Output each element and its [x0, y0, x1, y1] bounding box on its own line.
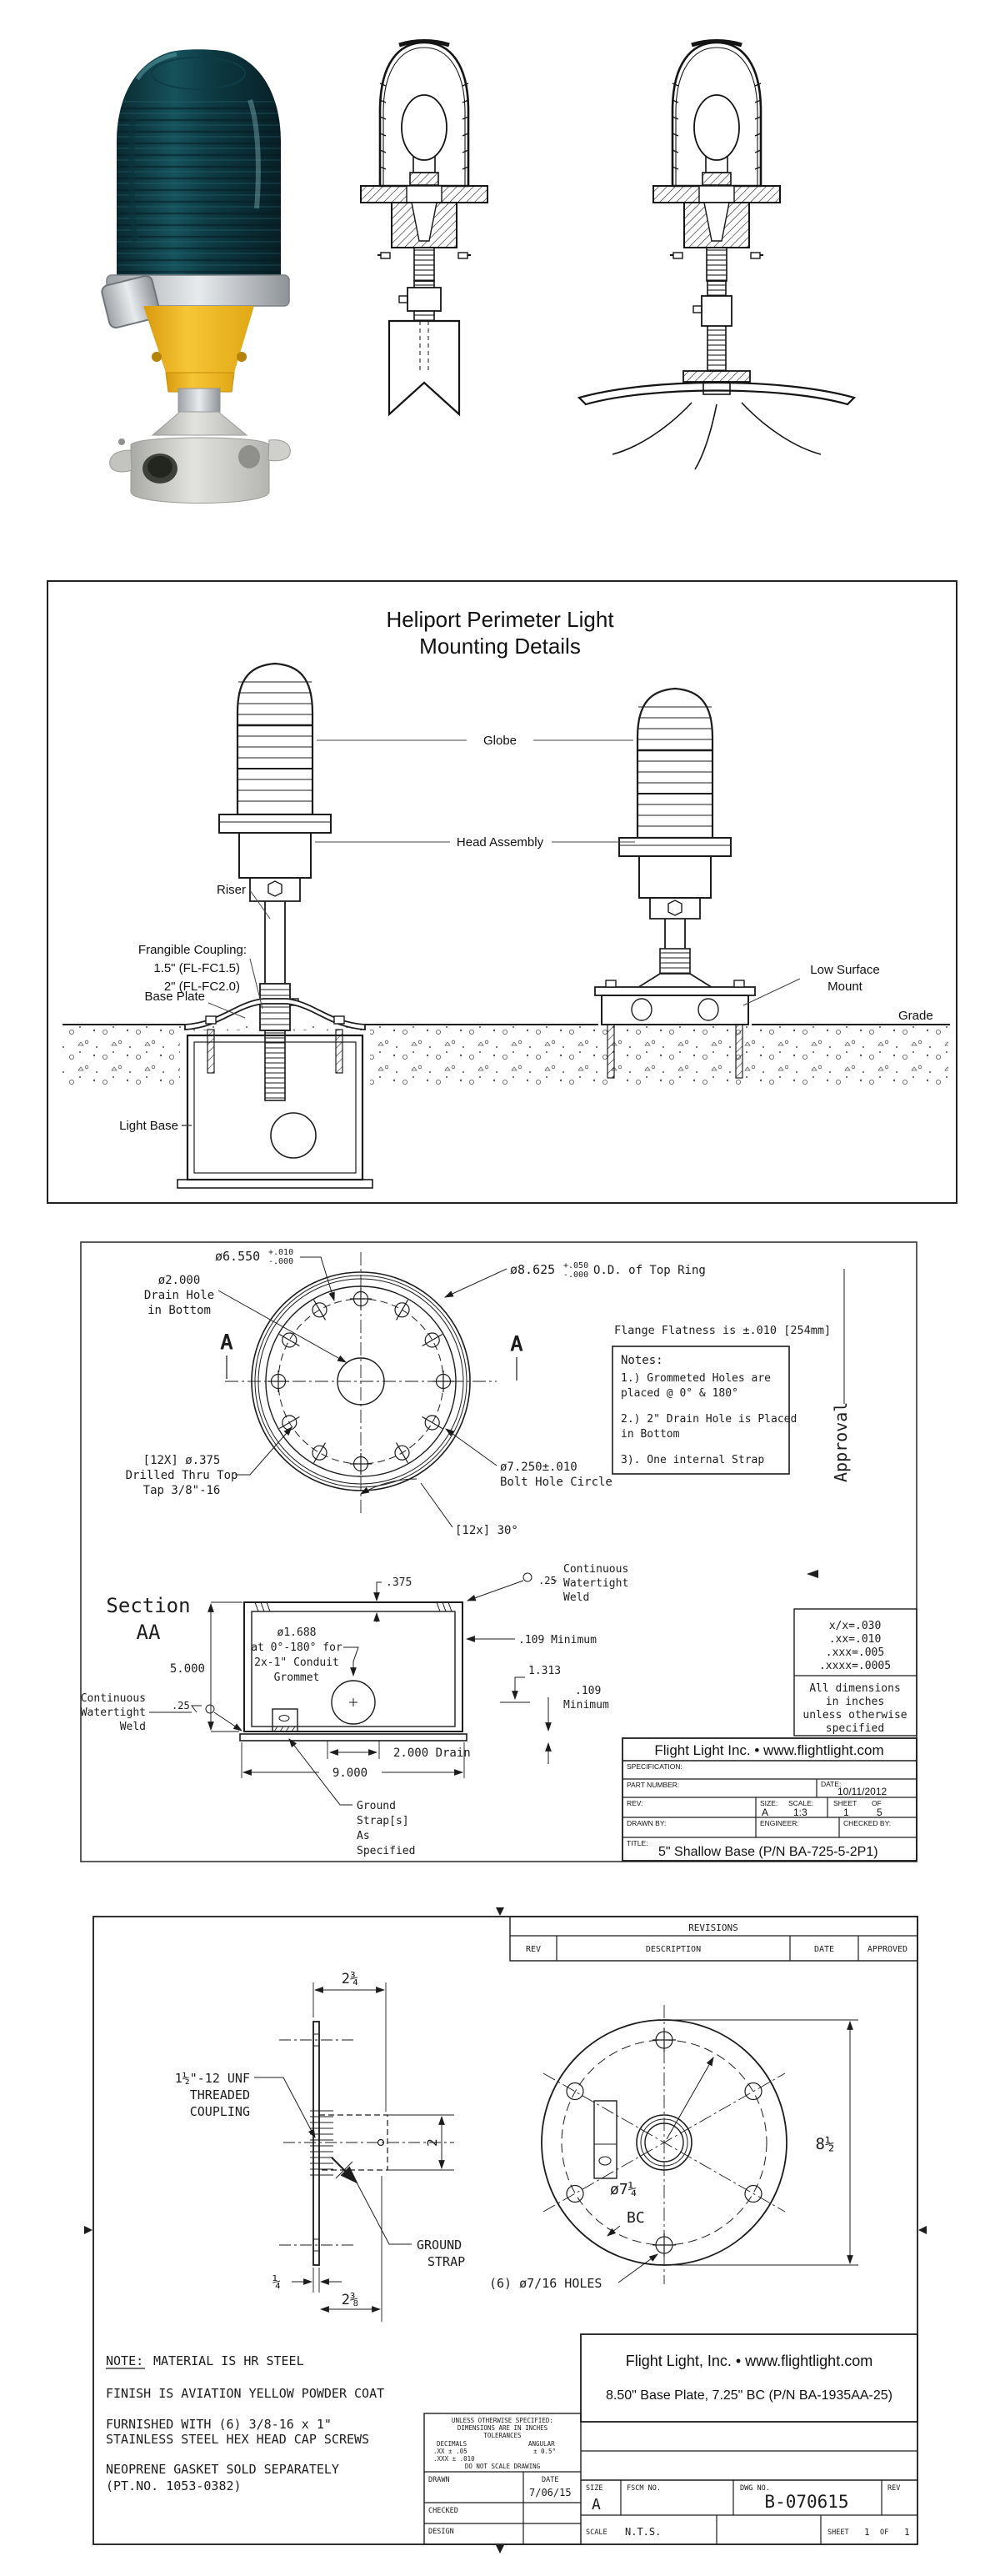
date-label: DATE	[542, 2476, 559, 2484]
rev-label: REV	[888, 2484, 901, 2493]
dim-1-4: ¼	[272, 2274, 282, 2291]
engineer-label: ENGINEER:	[760, 1819, 799, 1827]
sheet-border	[93, 1917, 918, 2544]
cross-section-stake-mount	[361, 42, 488, 415]
tol-angular: ANGULAR	[528, 2440, 555, 2448]
title-block	[424, 2334, 918, 2544]
tol-4: .xxxx=.0005	[818, 1660, 892, 1672]
holes-note: (6) ø7/16 HOLES	[489, 2276, 602, 2291]
ring-tol-plus: +.050	[563, 1261, 589, 1270]
registration-ticks	[84, 1907, 927, 2553]
size-label: SIZE:	[760, 1799, 778, 1807]
sheet-label: SHEET	[828, 2528, 849, 2537]
od-dim: ø6.550	[215, 1249, 261, 1264]
label-globe: Globe	[482, 734, 518, 748]
dim-2-3-8: 2⅜	[341, 2292, 359, 2308]
ring-dim: ø8.625	[510, 1262, 556, 1277]
tol-3: .xxx=.005	[825, 1646, 885, 1659]
approval-line	[807, 1269, 851, 1578]
plan-view	[489, 2005, 858, 2291]
dwg-no-label: DWG NO.	[740, 2484, 770, 2493]
dim-9000: 9.000	[332, 1767, 368, 1780]
notes-box	[612, 1346, 797, 1474]
heliport-light-photo	[101, 49, 291, 503]
weld-left-size: .25	[172, 1700, 190, 1711]
label-head-assembly: Head Assembly	[456, 835, 544, 849]
tol-1: x/x=.030	[828, 1620, 882, 1632]
checked-by-label: CHECKED BY:	[843, 1819, 892, 1827]
note-4a: NEOPRENE GASKET SOLD SEPARATELY	[106, 2462, 339, 2477]
note-1b: placed @ 0° & 180°	[621, 1387, 738, 1400]
tol-noscale: DO NOT SCALE DRAWING	[464, 2463, 541, 2470]
note-2: FINISH IS AVIATION YELLOW POWDER COAT	[106, 2386, 385, 2401]
label-light-base: Light Base	[119, 1119, 178, 1133]
ground-strap-label-2: STRAP	[428, 2254, 466, 2269]
label-grade: Grade	[898, 1009, 933, 1023]
size-value: A	[592, 2496, 601, 2513]
scale-value: 1:3	[793, 1807, 808, 1818]
approved-col: APPROVED	[867, 1945, 908, 1954]
of-value: 1	[904, 2527, 910, 2538]
size-value: A	[762, 1807, 769, 1818]
weld-left-1: Continuous	[80, 1692, 146, 1705]
title-value: 5" Shallow Base (P/N BA-725-5-2P1)	[658, 1845, 878, 1859]
coupling-label-2: THREADED	[189, 2087, 250, 2102]
note-3: 3). One internal Strap	[621, 1454, 765, 1466]
of-label: OF	[880, 2528, 889, 2537]
drawn-by-label: DRAWN BY:	[627, 1819, 667, 1827]
weld-right-3: Weld	[563, 1591, 590, 1604]
grommet-label-1: ø1.688	[277, 1626, 317, 1639]
label-frangible-3: 2" (FL-FC2.0)	[163, 980, 240, 994]
coupling-label-3: COUPLING	[189, 2104, 250, 2119]
drawing-title-line2: Mounting Details	[419, 634, 581, 659]
section-mark-a-left: A	[220, 1331, 233, 1354]
alldim-4: specified	[825, 1722, 885, 1735]
scale-label: SCALE:	[788, 1799, 814, 1807]
ground-strap-label-1: GROUND	[417, 2238, 462, 2253]
scale-value: N.T.S.	[625, 2526, 662, 2538]
label-low-surface-1: Low Surface	[810, 963, 880, 977]
date-value: 7/06/15	[529, 2487, 572, 2498]
section-mark-a-right: A	[510, 1332, 523, 1356]
label-frangible-1: Frangible Coupling:	[138, 943, 247, 957]
weld-left-3: Weld	[119, 1721, 146, 1733]
date-label: DATE:	[821, 1780, 842, 1788]
dim-2: 2	[424, 2138, 440, 2147]
product-images-strip	[0, 0, 1000, 550]
base-pedestal	[152, 412, 247, 435]
side-view	[175, 1971, 465, 2322]
dim-109-wall: .109 Minimum	[518, 1634, 597, 1646]
ground-strap-4: Specified	[357, 1845, 416, 1857]
checked-label: CHECKED	[428, 2507, 458, 2515]
ground-strap-2: Strap[s]	[357, 1815, 409, 1827]
weld-right-2: Watertight	[563, 1577, 629, 1590]
label-base-plate: Base Plate	[144, 990, 205, 1004]
hex-nut	[178, 388, 220, 412]
dim-375: .375	[386, 1576, 412, 1589]
flatness-note: Flange Flatness is ±.010 [254mm]	[614, 1324, 832, 1337]
section-label-2: AA	[136, 1621, 161, 1644]
top-view	[221, 1252, 523, 1527]
rev-col: REV	[525, 1945, 542, 1954]
section-label-1: Section	[106, 1594, 191, 1617]
base-plate-drawing	[0, 1901, 1000, 2576]
drain-label-2: Drain Hole	[143, 1289, 215, 1302]
holes-label-3: Tap 3/8"-16	[142, 1484, 221, 1497]
label-low-surface-2: Mount	[828, 980, 862, 994]
part-number-label: PART NUMBER:	[627, 1781, 680, 1789]
label-riser: Riser	[216, 883, 246, 897]
drain-label-3: in Bottom	[148, 1304, 211, 1317]
company-name: Flight Light Inc. • www.flightlight.com	[654, 1742, 884, 1758]
bc-label: BC	[627, 2209, 645, 2227]
surface-mount-assembly	[595, 689, 755, 1078]
company-name: Flight Light, Inc. • www.flightlight.com	[625, 2353, 873, 2369]
cross-section-surface-mount	[579, 42, 854, 470]
drawn-label: DRAWN	[428, 2476, 450, 2484]
date-value: 10/11/2012	[838, 1786, 888, 1797]
tol-1: UNLESS OTHERWISE SPECIFIED:	[452, 2417, 553, 2424]
drawing-title-line1: Heliport Perimeter Light	[386, 607, 614, 632]
note-3b: STAINLESS STEEL HEX HEAD CAP SCREWS	[106, 2432, 370, 2447]
note-label: NOTE:	[106, 2353, 144, 2368]
dim-8-1-2: 8½	[815, 2135, 835, 2153]
dwg-no-value: B-070615	[764, 2492, 849, 2512]
part-title: 8.50" Base Plate, 7.25" BC (P/N BA-1935AA-25)	[606, 2388, 892, 2403]
section-aa-view	[81, 1563, 629, 1857]
shallow-base-drawing	[0, 1240, 1000, 1866]
drain-dim: 2.000 Drain	[393, 1747, 471, 1760]
tol-angular-val: ± 0.5°	[533, 2448, 557, 2455]
ring-suffix: O.D. of Top Ring	[593, 1264, 706, 1277]
ground-strap-1: Ground	[357, 1800, 396, 1812]
size-label: SIZE	[586, 2484, 603, 2493]
rev-label: REV:	[627, 1799, 643, 1807]
tol-xx: .XX ± .05	[433, 2448, 468, 2455]
dim-2-3-4: 2¾	[341, 1971, 359, 1987]
spec-label: SPECIFICATION:	[627, 1762, 682, 1771]
title-label: TITLE:	[627, 1839, 648, 1847]
description-col: DESCRIPTION	[645, 1945, 702, 1954]
holes-label-2: Drilled Thru Top	[125, 1469, 238, 1482]
dim-5000: 5.000	[169, 1662, 205, 1676]
angle-label: [12x] 30°	[455, 1524, 518, 1537]
revisions-title: REVISIONS	[688, 1922, 738, 1933]
grommet-label-3: 2x-1" Conduit	[254, 1656, 339, 1669]
od-tol-minus: -.000	[268, 1257, 294, 1266]
tol-xxx: .XXX ± .010	[433, 2455, 475, 2463]
weld-right-size: .25	[538, 1575, 557, 1586]
label-frangible-2: 1.5" (FL-FC1.5)	[153, 961, 240, 975]
sheet-value: 1	[843, 1807, 849, 1818]
bc-label-1: ø7.250±.010	[500, 1461, 578, 1474]
holes-label-1: [12X] ø.375	[142, 1454, 221, 1467]
coupling-label-1: 1½"-12 UNF	[174, 2071, 250, 2086]
yellow-cone	[143, 306, 254, 373]
ring-tol-minus: -.000	[563, 1270, 589, 1280]
base-ear-right	[268, 440, 290, 461]
tolerance-box	[794, 1609, 917, 1736]
bc-label-2: Bolt Hole Circle	[500, 1476, 612, 1489]
weld-right-1: Continuous	[563, 1563, 629, 1576]
material-notes	[106, 2353, 384, 2493]
alldim-3: unless otherwise	[802, 1709, 908, 1722]
note-1a: 1.) Grommeted Holes are	[621, 1372, 772, 1385]
approval-label: Approval	[831, 1401, 851, 1482]
base-ear-left	[110, 450, 132, 472]
design-label: DESIGN	[428, 2528, 454, 2536]
tol-2: .xx=.010	[828, 1633, 882, 1646]
tol-decimals: DECIMALS	[437, 2440, 468, 2448]
mounting-details-drawing	[0, 575, 1000, 1209]
alldim-1: All dimensions	[809, 1682, 901, 1695]
side-hole	[238, 445, 260, 469]
tol-2: DIMENSIONS ARE IN INCHES	[457, 2424, 548, 2432]
tol-3: TOLERANCES	[483, 2432, 522, 2439]
sheet-value: 1	[864, 2527, 870, 2538]
fscm-label: FSCM NO.	[627, 2484, 661, 2493]
scale-label: SCALE	[586, 2528, 608, 2537]
weld-left-2: Watertight	[80, 1706, 146, 1719]
sheet-label: SHEET	[833, 1799, 858, 1807]
dim-109-floor-1: .109	[575, 1685, 602, 1697]
bc-diameter: ø7¼	[610, 2181, 638, 2198]
ground-strap-3: As	[357, 1830, 370, 1842]
alldim-2: in inches	[825, 1696, 885, 1708]
note-2a: 2.) 2" Drain Hole is Placed	[621, 1413, 798, 1426]
of-label: OF	[872, 1799, 882, 1807]
note-4b: (PT.NO. 1053-0382)	[106, 2478, 242, 2493]
notes-title: Notes:	[621, 1354, 663, 1367]
dim-109-floor-2: Minimum	[563, 1699, 609, 1711]
title-block	[622, 1738, 917, 1861]
note-2b: in Bottom	[621, 1428, 680, 1441]
of-value: 5	[877, 1807, 882, 1818]
od-tol-plus: +.010	[268, 1248, 294, 1257]
grommet-label-4: Grommet	[273, 1671, 320, 1684]
note-1: MATERIAL IS HR STEEL	[153, 2353, 304, 2368]
dim-1313: 1.313	[528, 1665, 562, 1677]
date-col: DATE	[813, 1945, 835, 1954]
note-3a: FURNISHED WITH (6) 3/8-16 x 1"	[106, 2417, 332, 2432]
revisions-table	[510, 1917, 918, 1961]
drain-label-1: ø2.000	[158, 1274, 201, 1287]
grommet-label-2: at 0°-180° for	[251, 1641, 342, 1654]
